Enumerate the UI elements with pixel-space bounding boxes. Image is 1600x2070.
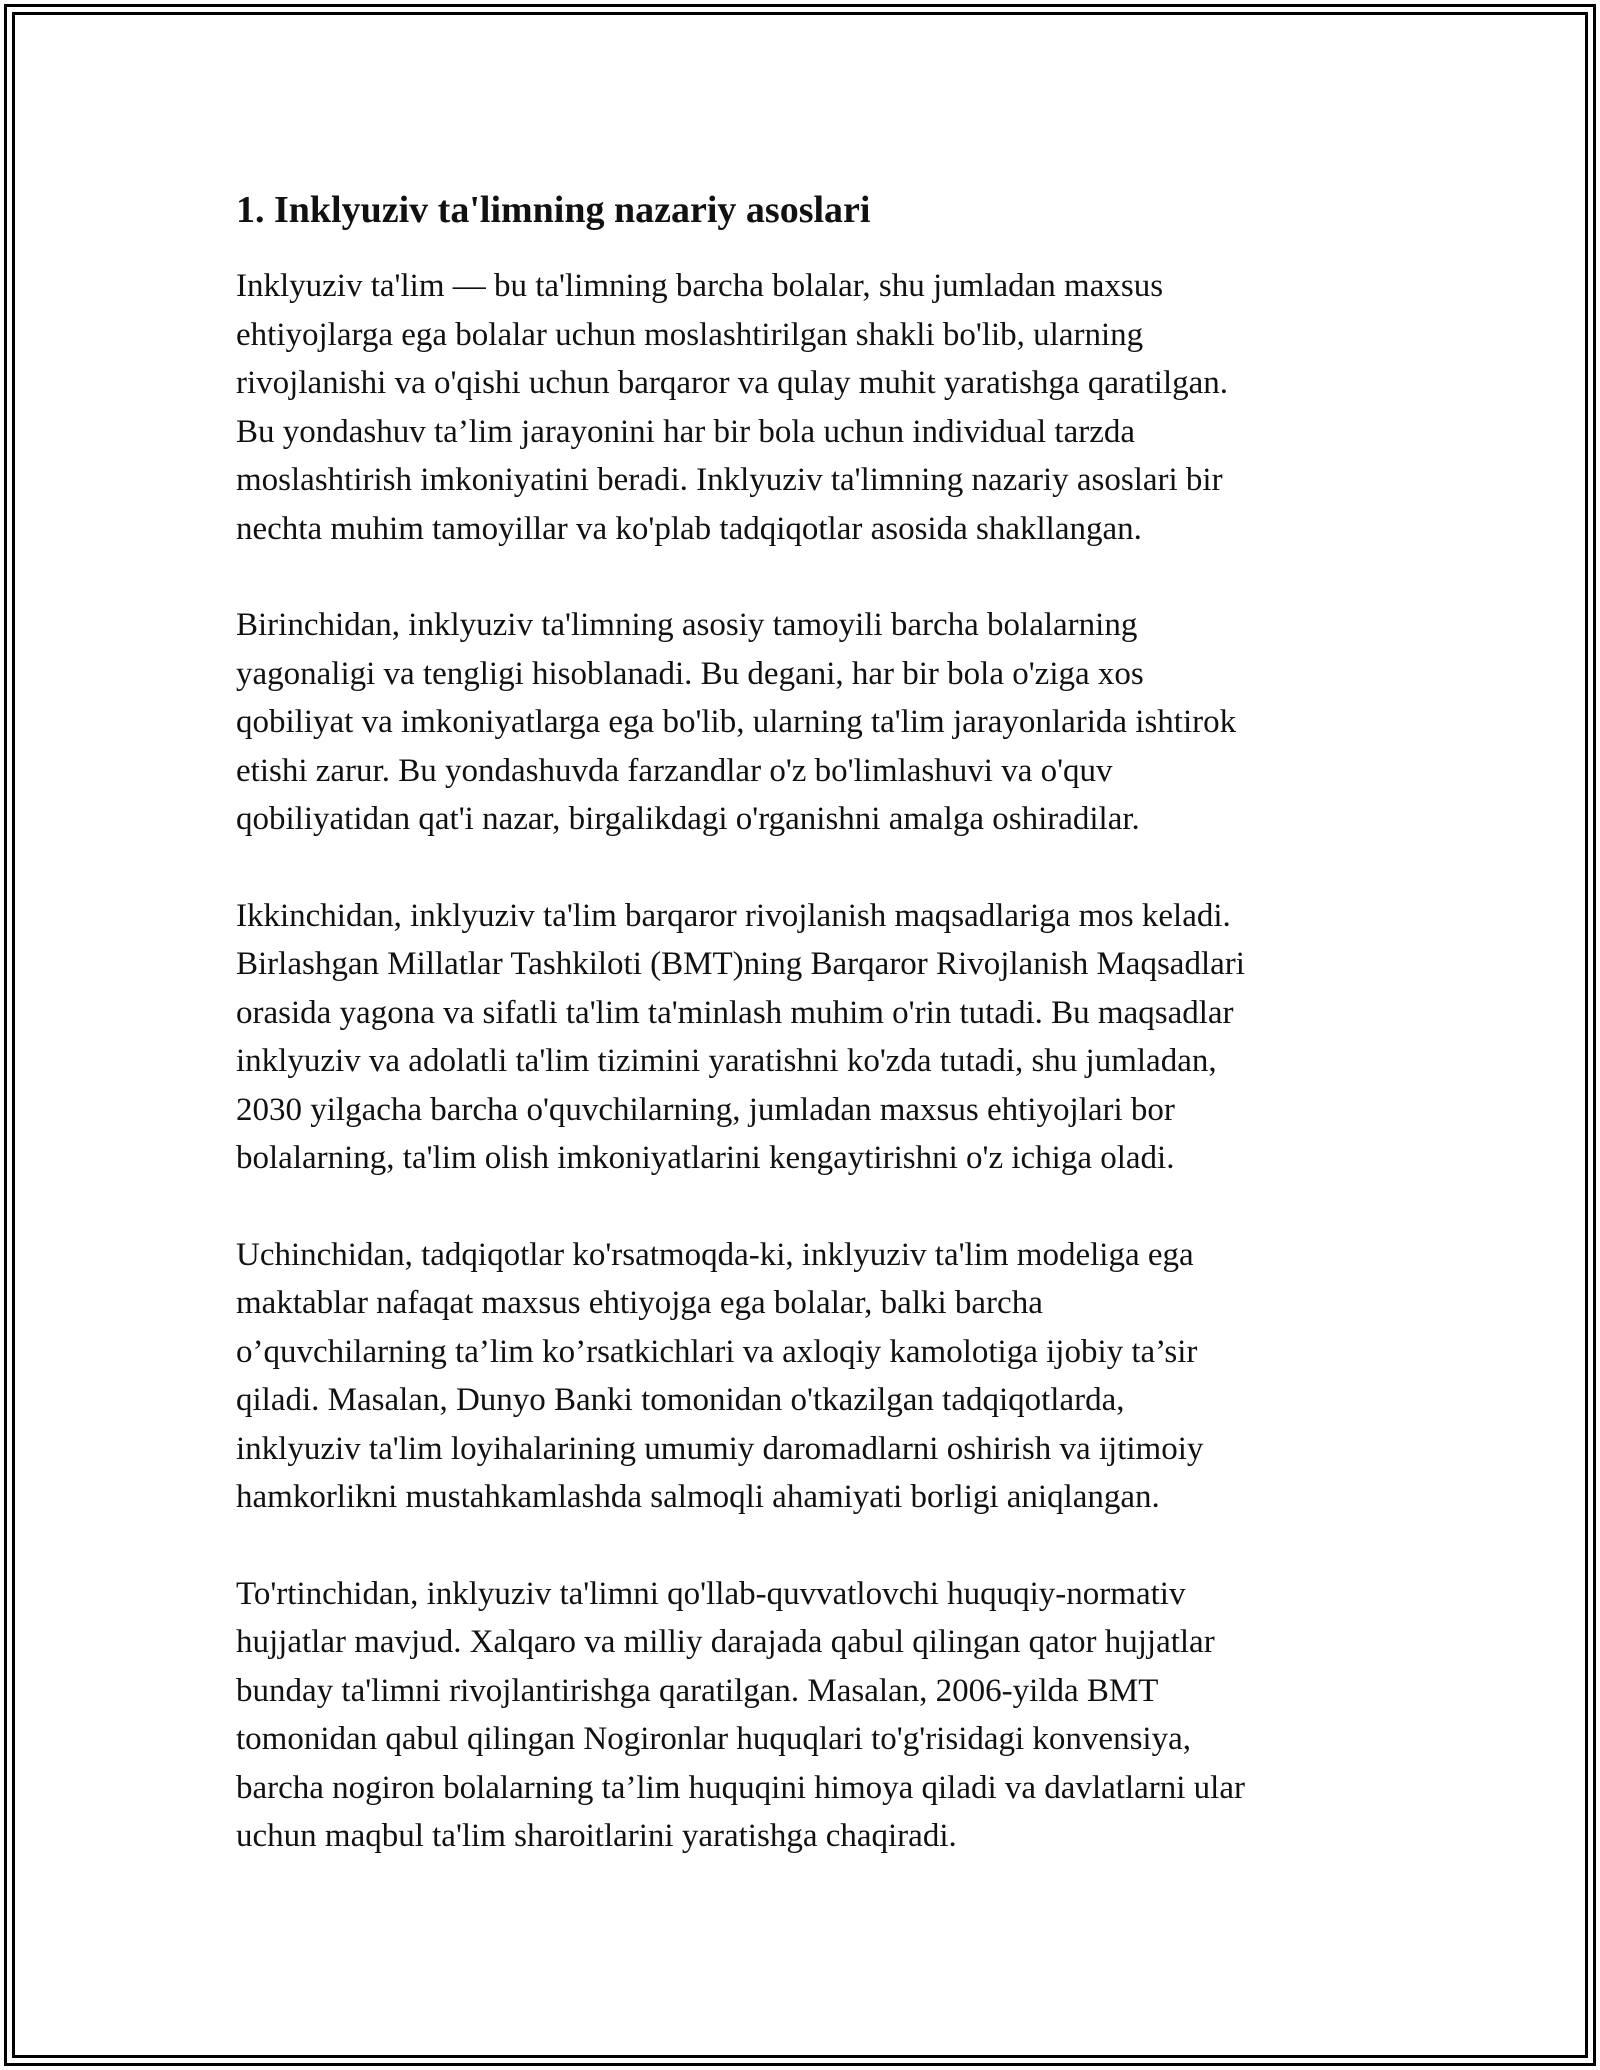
paragraph-third: Uchinchidan, tadqiqotlar ko'rsatmoqda-ki, inklyuziv ta'lim modeliga ega maktablar nafaqat maxsus ehtiyojga ega bolalar, balki barcha o’quvchilarning ta’lim ko’rsatkichlari va axloqiy kamolotiga ijobiy ta’sir qiladi. Masalan, Dunyo Banki tomonidan o'tkazilgan tadqiqotlarda, inklyuziv ta'lim loyihalarining umumiy daromadlarni oshirish va ijtimoiy hamkorlikni mustahkamlashda salmoqli ahamiyati borligi aniqlangan.: [236, 1236, 1204, 1515]
section-heading: 1. Inklyuziv ta'limning nazariy asoslari: [236, 189, 871, 231]
paragraph-intro: Inklyuziv ta'lim — bu ta'limning barcha bolalar, shu jumladan maxsus ehtiyojlarga ega bolalar uchun moslashtirilgan shakli bo'lib, ularning rivojlanishi va o'qishi uchun barqaror va qulay muhit yaratishga qaratilgan. Bu yondashuv ta’lim jarayonini har bir bola uchun individual tarzda moslashtirish imkoniyatini beradi. Inklyuziv ta'limning nazariy asoslari bir nechta muhim tamoyillar va ko'plab tadqiqotlar asosida shakllangan.: [236, 268, 1229, 547]
document-body: [236, 186, 1386, 1909]
paragraph-first: Birinchidan, inklyuziv ta'limning asosiy tamoyili barcha bolalarning yagonaligi va tengligi hisoblanadi. Bu degani, har bir bola o'ziga xos qobiliyat va imkoniyatlarga ega bo'lib, ularning ta'lim jarayonlarida ishtirok etishi zarur. Bu yondashuvda farzandlar o'z bo'limlashuvi va o'quv qobiliyatidan qat'i nazar, birgalikdagi o'rganishni amalga oshiradilar.: [236, 607, 1237, 837]
paragraph-fourth: To'rtinchidan, inklyuziv ta'limni qo'llab-quvvatlovchi huquqiy-normativ hujjatlar mavjud. Xalqaro va milliy darajada qabul qilingan qator hujjatlar bunday ta'limni rivojlantirishga qaratilgan. Masalan, 2006-yilda BMT tomonidan qabul qilingan Nogironlar huquqlari to'g'risidagi konvensiya, barcha nogiron bolalarning ta’lim huquqini himoya qiladi va davlatlarni ular uchun maqbul ta'lim sharoitlarini yaratishga chaqiradi.: [236, 1575, 1245, 1854]
paragraph-second: Ikkinchidan, inklyuziv ta'lim barqaror rivojlanish maqsadlariga mos keladi. Birlashgan Millatlar Tashkiloti (BMT)ning Barqaror Rivojlanish Maqsadlari orasida yagona va sifatli ta'lim ta'minlash muhim o'rin tutadi. Bu maqsadlar inklyuziv va adolatli ta'lim tizimini yaratishni ko'zda tutadi, shu jumladan, 2030 yilgacha barcha o'quvchilarning, jumladan maxsus ehtiyojlari bor bolalarning, ta'lim olish imkoniyatlarini kengaytirishni o'z ichiga oladi.: [236, 897, 1245, 1176]
